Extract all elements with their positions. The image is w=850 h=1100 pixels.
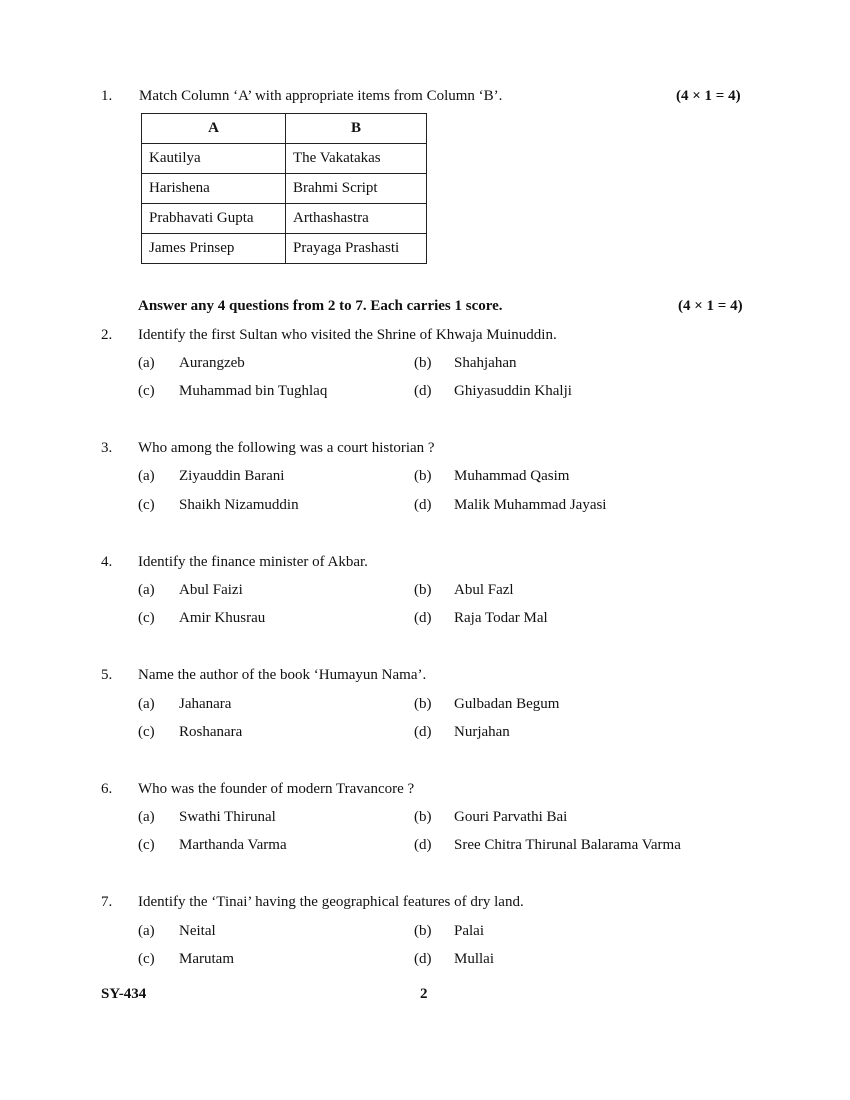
option-text: Sree Chitra Thirunal Balarama Varma xyxy=(454,837,681,853)
option-text: Roshanara xyxy=(179,724,243,740)
option-text: Amir Khusrau xyxy=(179,610,266,626)
option-text: Shaikh Nizamuddin xyxy=(179,497,299,513)
table-row xyxy=(142,204,427,234)
option-label: (c) xyxy=(138,610,155,626)
option-label: (a) xyxy=(138,582,155,598)
option-text: Muhammad Qasim xyxy=(454,468,570,484)
option-label: (a) xyxy=(138,355,155,371)
option-text: Gouri Parvathi Bai xyxy=(454,809,568,825)
option-label: (b) xyxy=(414,468,432,484)
option-text: Palai xyxy=(454,923,484,939)
table-cell: The Vakatakas xyxy=(286,144,427,174)
question-text: Name the author of the book ‘Humayun Nama’. xyxy=(138,667,427,683)
option-text: Muhammad bin Tughlaq xyxy=(179,383,328,399)
option-text: Aurangzeb xyxy=(179,355,245,371)
question-text: Identify the first Sultan who visited the Shrine of Khwaja Muinuddin. xyxy=(138,327,557,343)
option-label: (a) xyxy=(138,696,155,712)
option-text: Mullai xyxy=(454,951,494,967)
option-label: (b) xyxy=(414,355,432,371)
option-text: Malik Muhammad Jayasi xyxy=(454,497,607,513)
column-a-header: A xyxy=(142,114,286,144)
option-label: (b) xyxy=(414,809,432,825)
question-number: 2. xyxy=(101,327,113,343)
question-number: 5. xyxy=(101,667,113,683)
match-table xyxy=(141,113,427,264)
option-label: (d) xyxy=(414,383,432,399)
question-number: 4. xyxy=(101,554,113,570)
table-cell: Prabhavati Gupta xyxy=(142,204,286,234)
option-label: (b) xyxy=(414,696,432,712)
table-cell: James Prinsep xyxy=(142,234,286,264)
table-cell: Kautilya xyxy=(142,144,286,174)
option-text: Nurjahan xyxy=(454,724,510,740)
option-label: (d) xyxy=(414,610,432,626)
question-number: 3. xyxy=(101,440,113,456)
option-text: Shahjahan xyxy=(454,355,517,371)
option-label: (d) xyxy=(414,724,432,740)
option-text: Marutam xyxy=(179,951,234,967)
option-text: Marthanda Varma xyxy=(179,837,287,853)
question-number: 7. xyxy=(101,894,113,910)
table-row xyxy=(142,234,427,264)
option-text: Raja Todar Mal xyxy=(454,610,548,626)
option-label: (c) xyxy=(138,497,155,513)
paper-code: SY-434 xyxy=(101,986,147,1002)
question-text: Identify the finance minister of Akbar. xyxy=(138,554,368,570)
option-label: (c) xyxy=(138,837,155,853)
table-header-row xyxy=(142,114,427,144)
option-text: Swathi Thirunal xyxy=(179,809,276,825)
section-instruction: Answer any 4 questions from 2 to 7. Each carries 1 score. xyxy=(138,298,503,314)
page-number: 2 xyxy=(420,986,428,1002)
question-text: Who was the founder of modern Travancore ? xyxy=(138,781,415,797)
option-label: (c) xyxy=(138,724,155,740)
table-cell: Arthashastra xyxy=(286,204,427,234)
option-label: (d) xyxy=(414,497,432,513)
option-text: Abul Faizi xyxy=(179,582,243,598)
column-b-header: B xyxy=(286,114,427,144)
option-label: (a) xyxy=(138,923,155,939)
table-cell: Prayaga Prashasti xyxy=(286,234,427,264)
option-text: Neital xyxy=(179,923,216,939)
question-text: Who among the following was a court historian ? xyxy=(138,440,435,456)
table-cell: Harishena xyxy=(142,174,286,204)
option-label: (a) xyxy=(138,809,155,825)
table-row xyxy=(142,144,427,174)
option-text: Ziyauddin Barani xyxy=(179,468,285,484)
q1-text: Match Column ‘A’ with appropriate items from Column ‘B’. xyxy=(139,88,503,104)
option-label: (b) xyxy=(414,582,432,598)
option-text: Ghiyasuddin Khalji xyxy=(454,383,572,399)
table-cell: Brahmi Script xyxy=(286,174,427,204)
option-text: Gulbadan Begum xyxy=(454,696,560,712)
option-label: (d) xyxy=(414,951,432,967)
section-marks: (4 × 1 = 4) xyxy=(678,298,743,314)
question-text: Identify the ‘Tinai’ having the geographical features of dry land. xyxy=(138,894,524,910)
option-text: Abul Fazl xyxy=(454,582,514,598)
option-label: (c) xyxy=(138,951,155,967)
option-label: (b) xyxy=(414,923,432,939)
option-label: (a) xyxy=(138,468,155,484)
table-row xyxy=(142,174,427,204)
question-number: 6. xyxy=(101,781,113,797)
q1-number: 1. xyxy=(101,88,113,104)
option-label: (d) xyxy=(414,837,432,853)
option-label: (c) xyxy=(138,383,155,399)
q1-marks: (4 × 1 = 4) xyxy=(676,88,741,104)
option-text: Jahanara xyxy=(179,696,232,712)
